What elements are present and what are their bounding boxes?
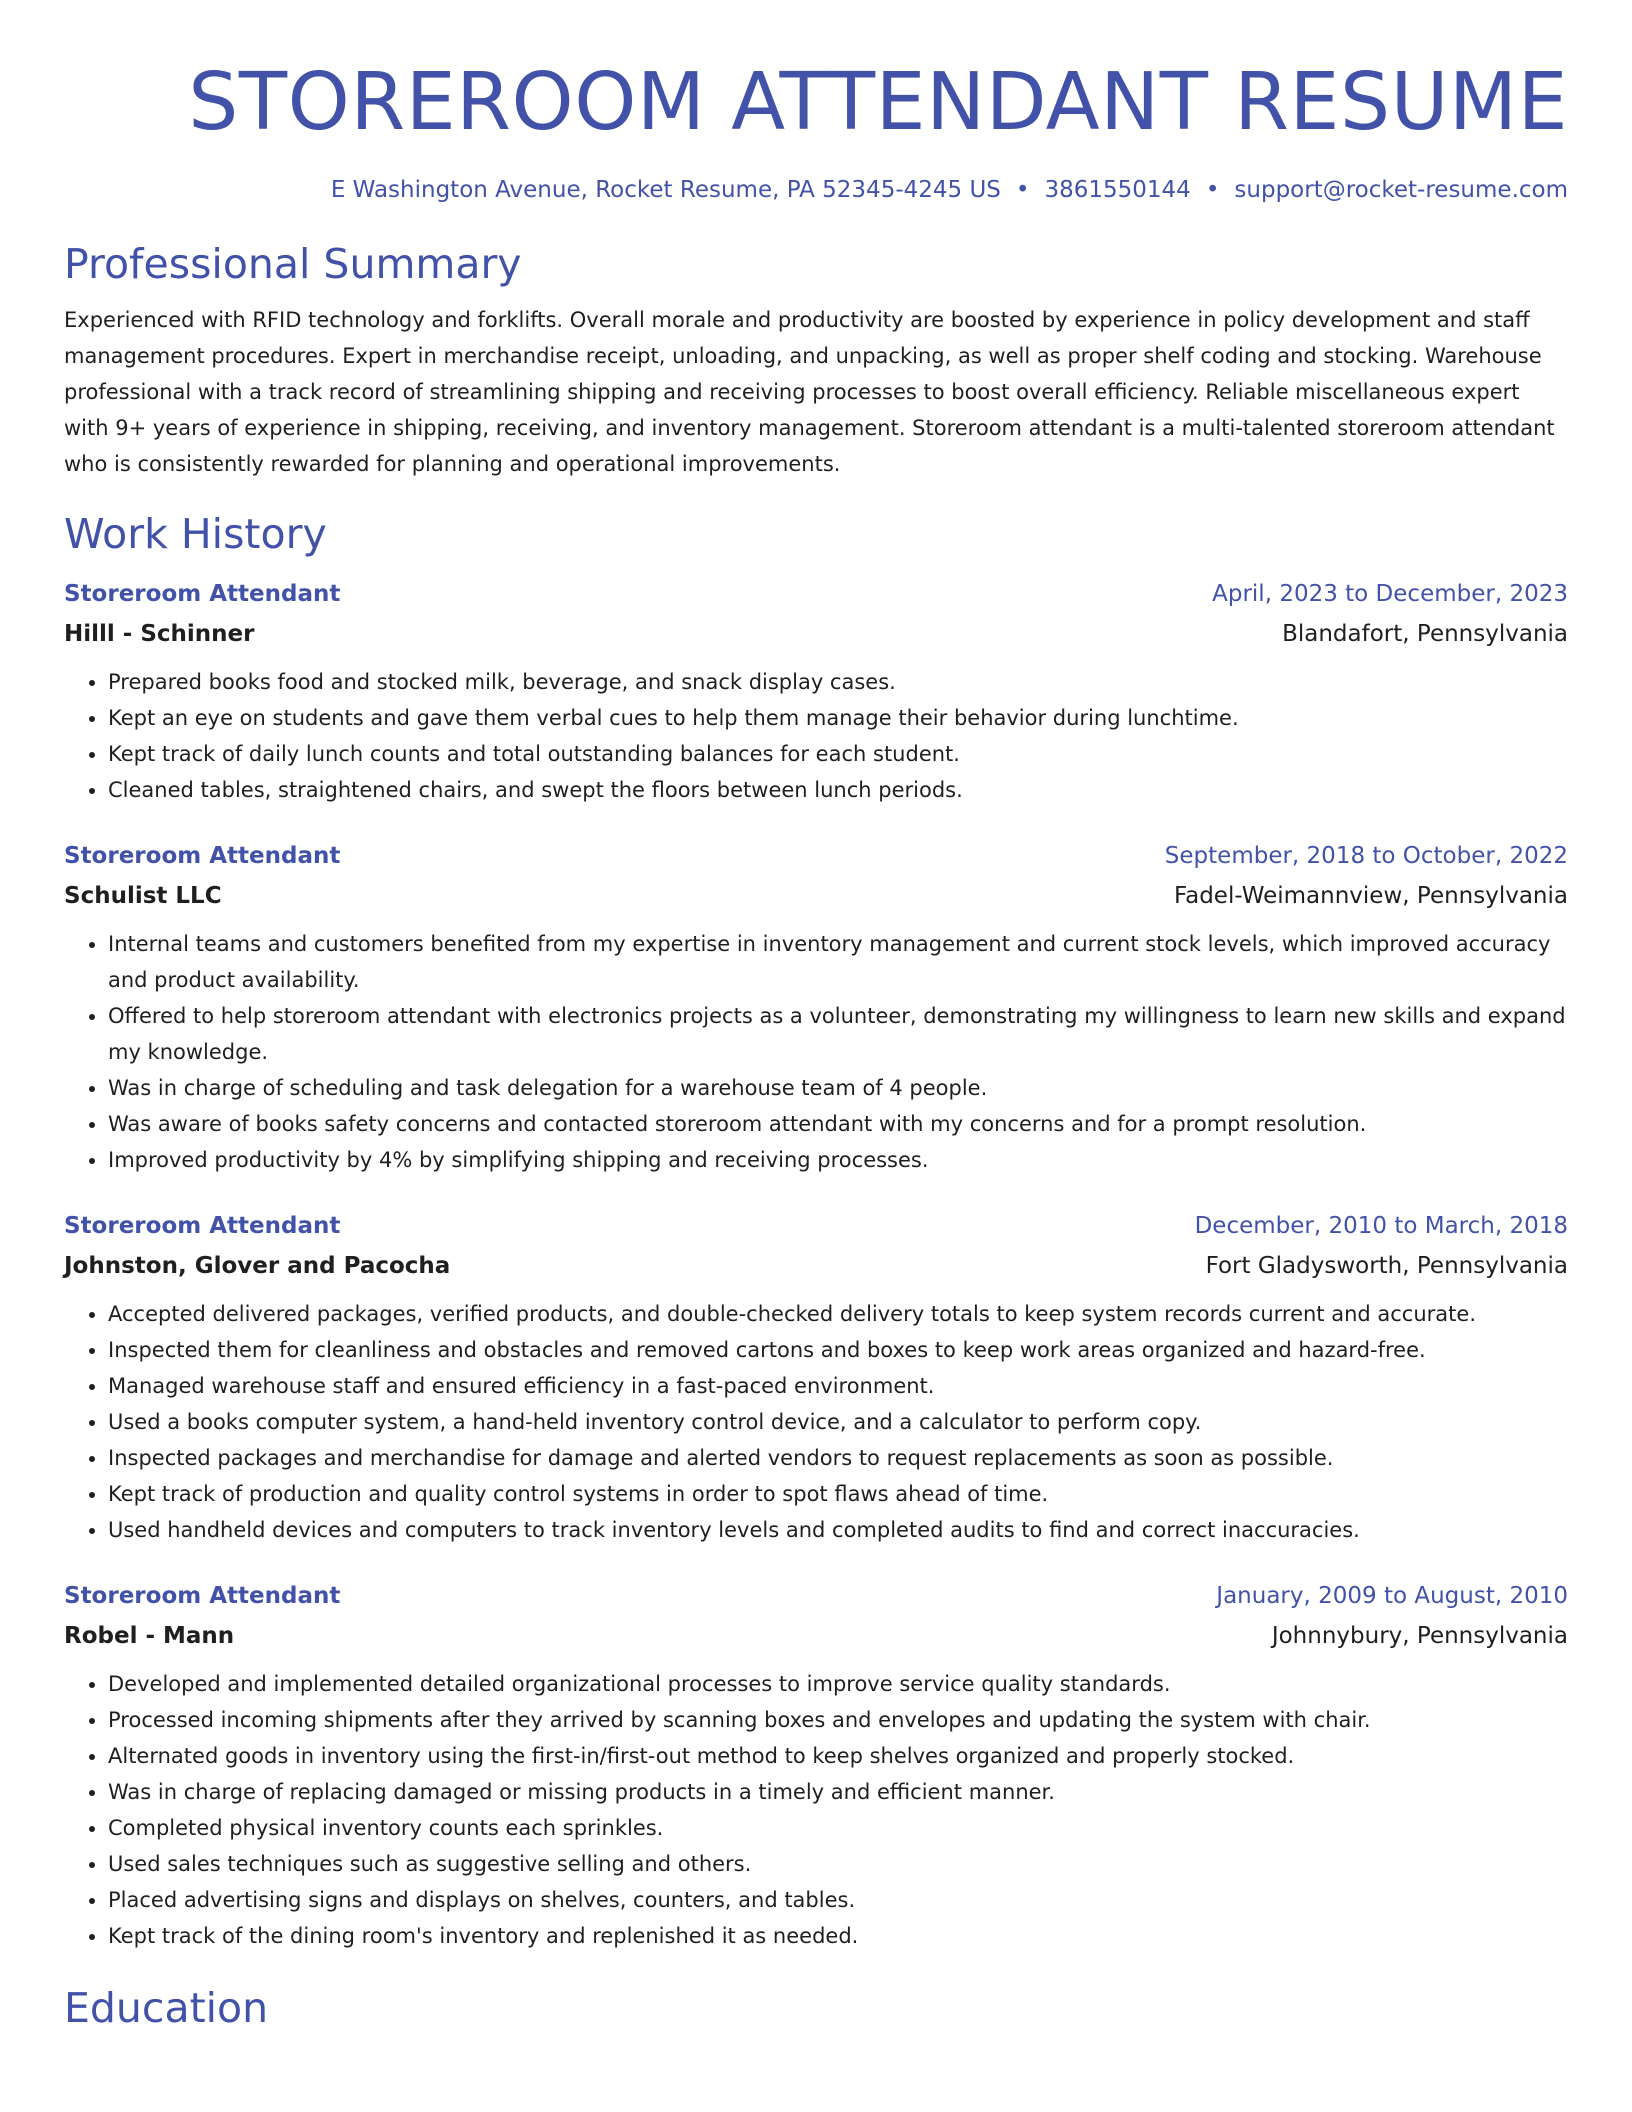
list-item: • Developed and implemented detailed organizational processes to improve service quality standards. (108, 1666, 1568, 1702)
contact-address: E Washington Avenue, Rocket Resume, PA 52345-4245 US (330, 177, 1001, 203)
list-item: • Used a books computer system, a hand-held inventory control device, and a calculator to perform copy. (108, 1404, 1568, 1440)
list-item: • Kept track of the dining room's inventory and replenished it as needed. (108, 1918, 1568, 1954)
job-company: Schulist LLC (64, 883, 222, 909)
job-location: Blandafort, Pennsylvania (1282, 621, 1568, 647)
list-item: • Completed physical inventory counts each sprinkles. (108, 1810, 1568, 1846)
job-location: Fort Gladysworth, Pennsylvania (1205, 1253, 1568, 1279)
job-dates: April, 2023 to December, 2023 (1212, 581, 1568, 607)
work-history-heading: Work History (64, 510, 327, 558)
education-heading: Education (64, 1984, 269, 2032)
job-dates: September, 2018 to October, 2022 (1164, 843, 1568, 869)
job-bullets (64, 1296, 1568, 1548)
job-title: Storeroom Attendant (64, 581, 341, 607)
job-location: Johnnybury, Pennsylvania (1271, 1623, 1568, 1649)
job-bullets (64, 1666, 1568, 1954)
list-item: • Was in charge of scheduling and task delegation for a warehouse team of 4 people. (108, 1070, 1568, 1106)
list-item: • Used sales techniques such as suggestive selling and others. (108, 1846, 1568, 1882)
list-item: • Improved productivity by 4% by simplifying shipping and receiving processes. (108, 1142, 1568, 1178)
list-item: • Accepted delivered packages, verified products, and double-checked delivery totals to keep system records current and accurate. (108, 1296, 1568, 1332)
list-item: • Inspected packages and merchandise for damage and alerted vendors to request replacements as soon as possible. (108, 1440, 1568, 1476)
job-location: Fadel-Weimannview, Pennsylvania (1174, 883, 1568, 909)
job-dates: December, 2010 to March, 2018 (1194, 1213, 1568, 1239)
job-entry (64, 576, 1568, 808)
job-company: Johnston, Glover and Pacocha (64, 1253, 451, 1279)
contact-phone: 3861550144 (1044, 177, 1191, 203)
list-item: • Offered to help storeroom attendant with electronics projects as a volunteer, demonstrating my willingness to learn new skills and expand my knowledge. (108, 998, 1568, 1070)
contact-line (64, 174, 1568, 206)
contact-separator: • (1015, 177, 1030, 203)
list-item: • Managed warehouse staff and ensured efficiency in a fast-paced environment. (108, 1368, 1568, 1404)
list-item: • Kept track of production and quality control systems in order to spot flaws ahead of time. (108, 1476, 1568, 1512)
list-item: • Was aware of books safety concerns and contacted storeroom attendant with my concerns and for a prompt resolution. (108, 1106, 1568, 1142)
job-entry (64, 1208, 1568, 1548)
contact-email: support@rocket-resume.com (1234, 177, 1568, 203)
job-company: Hilll - Schinner (64, 621, 255, 647)
job-bullets (64, 926, 1568, 1178)
resume-page (64, 0, 1568, 2034)
job-bullets (64, 664, 1568, 808)
job-company: Robel - Mann (64, 1623, 235, 1649)
list-item: • Inspected them for cleanliness and obstacles and removed cartons and boxes to keep work areas organized and hazard-free. (108, 1332, 1568, 1368)
list-item: • Cleaned tables, straightened chairs, and swept the floors between lunch periods. (108, 772, 1568, 808)
summary-text: Experienced with RFID technology and forklifts. Overall morale and productivity are boosted by experience in policy development and staff management procedures. Expert in merchandise receipt, unloading, and unpacking, as well as proper shelf coding and stocking. Warehouse professional with a track record of streamlining shipping and receiving processes to boost overall efficiency. Reliable miscellaneous expert with 9+ years of experience in shipping, receiving, and inventory management. Storeroom attendant is a multi-talented storeroom attendant who is consistently rewarded for planning and operational improvements. (64, 308, 1555, 476)
contact-separator: • (1205, 177, 1220, 203)
job-dates: January, 2009 to August, 2010 (1216, 1583, 1568, 1609)
list-item: • Internal teams and customers benefited from my expertise in inventory management and current stock levels, which improved accuracy and product availability. (108, 926, 1568, 998)
job-title: Storeroom Attendant (64, 1583, 341, 1609)
summary-heading: Professional Summary (64, 240, 522, 288)
list-item: • Kept track of daily lunch counts and total outstanding balances for each student. (108, 736, 1568, 772)
resume-title: STOREROOM ATTENDANT RESUME (188, 56, 1568, 148)
job-entry (64, 1578, 1568, 1954)
list-item: • Placed advertising signs and displays on shelves, counters, and tables. (108, 1882, 1568, 1918)
job-entry (64, 838, 1568, 1178)
list-item: • Processed incoming shipments after they arrived by scanning boxes and envelopes and updating the system with chair. (108, 1702, 1568, 1738)
list-item: • Alternated goods in inventory using the first-in/first-out method to keep shelves organized and properly stocked. (108, 1738, 1568, 1774)
list-item: • Used handheld devices and computers to track inventory levels and completed audits to find and correct inaccuracies. (108, 1512, 1568, 1548)
list-item: • Kept an eye on students and gave them verbal cues to help them manage their behavior during lunchtime. (108, 700, 1568, 736)
list-item: • Was in charge of replacing damaged or missing products in a timely and efficient manner. (108, 1774, 1568, 1810)
list-item: • Prepared books food and stocked milk, beverage, and snack display cases. (108, 664, 1568, 700)
job-title: Storeroom Attendant (64, 1213, 341, 1239)
job-title: Storeroom Attendant (64, 843, 341, 869)
